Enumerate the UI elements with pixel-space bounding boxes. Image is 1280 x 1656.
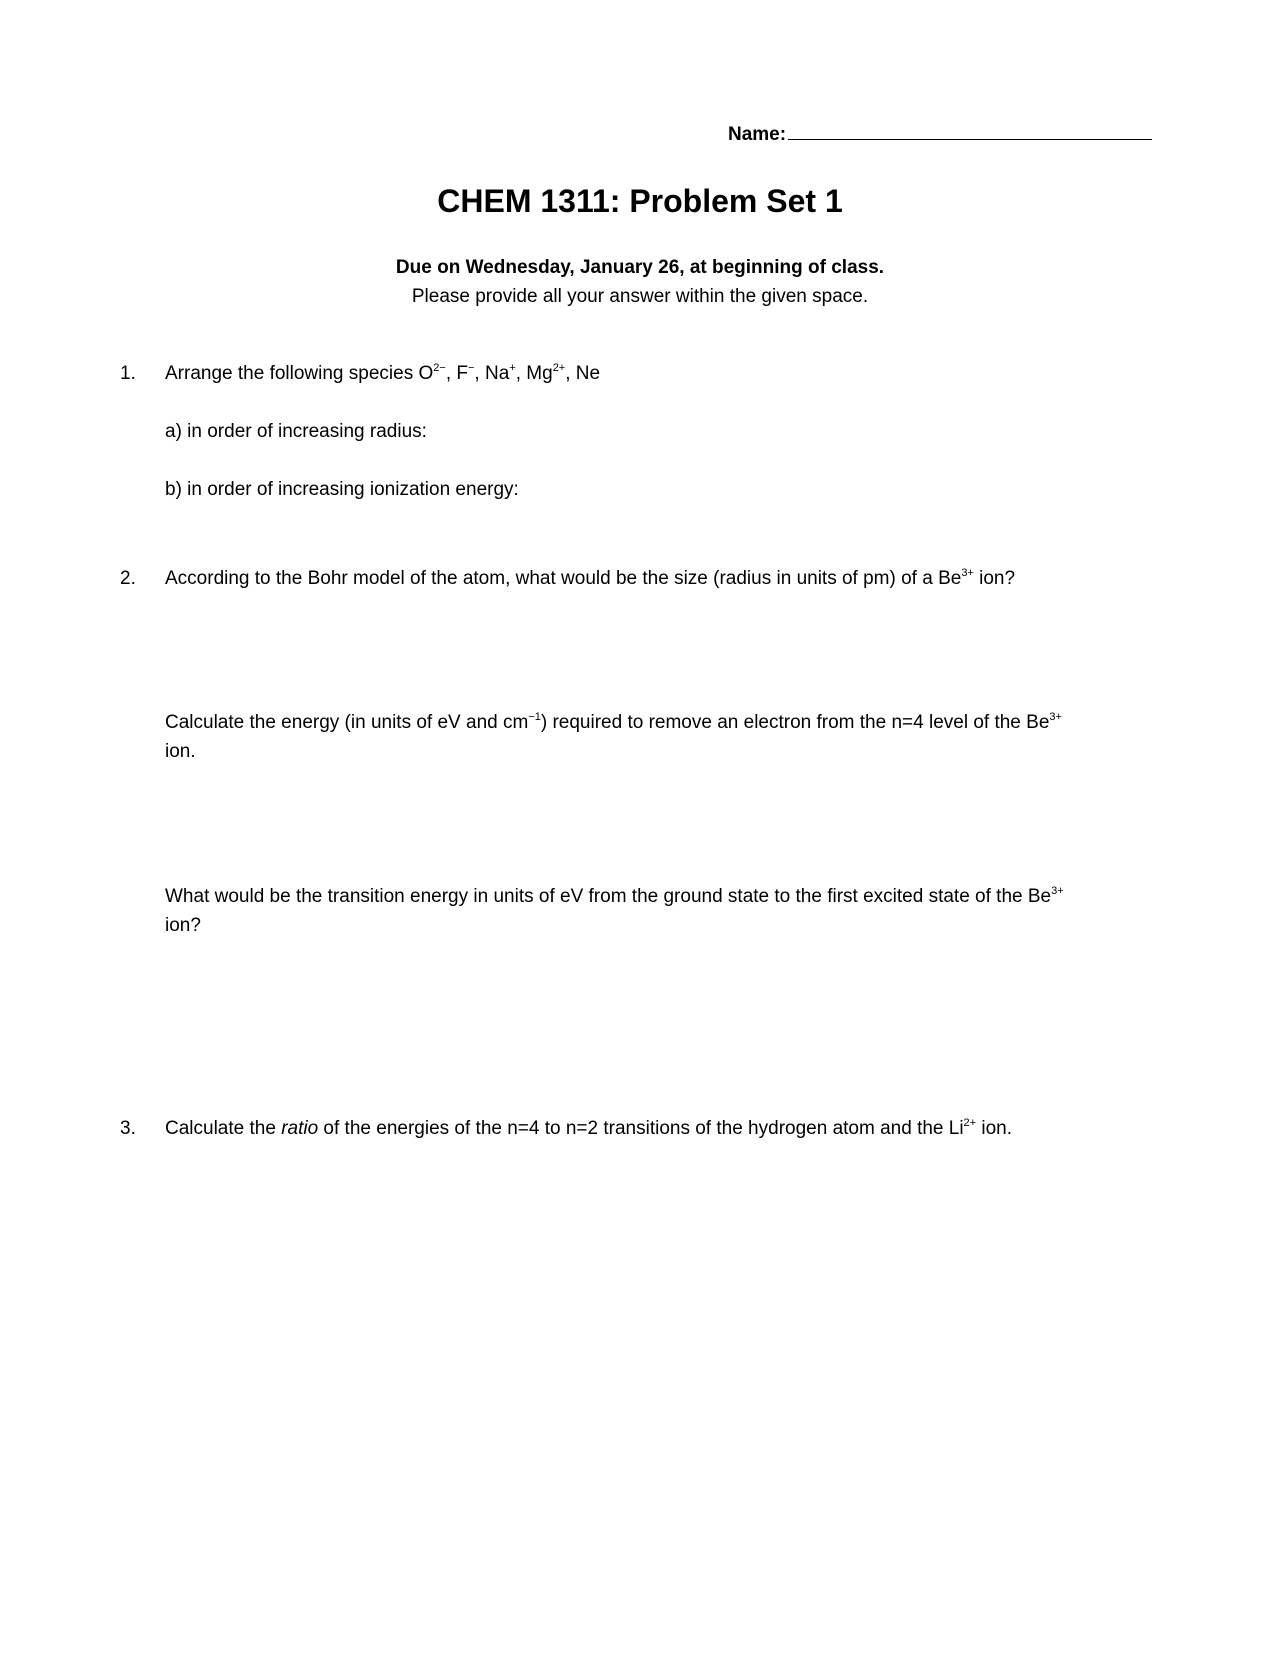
species-charge: − — [467, 362, 475, 374]
species-separator: , — [445, 363, 457, 384]
name-blank-line[interactable] — [788, 121, 1152, 140]
name-label: Name: — [728, 124, 787, 145]
species-separator: , — [515, 363, 527, 384]
species-charge: 2− — [433, 362, 446, 374]
species-charge: 2+ — [552, 362, 566, 374]
charge-superscript: 3+ — [1051, 885, 1064, 897]
question-1b: b) in order of increasing ionization energy: — [165, 479, 519, 500]
question-3-prompt-mid: of the energies of the n=4 to n=2 transitions of the hydrogen atom and the Li — [318, 1118, 964, 1139]
species-symbol: Na — [484, 363, 510, 384]
question-2-part2-line1 — [165, 712, 1062, 734]
species-charge: + — [509, 362, 516, 374]
ratio-emphasis: ratio — [281, 1118, 319, 1139]
question-1a: a) in order of increasing radius: — [165, 421, 427, 442]
question-1-text — [165, 363, 600, 385]
question-3-text — [165, 1118, 1012, 1140]
question-2-part3-prompt: What would be the transition energy in units of eV from the ground state to the first excited state of the Be — [165, 886, 1052, 907]
question-1-number: 1. — [120, 363, 136, 384]
species-symbol: O — [418, 363, 434, 384]
question-2-number: 2. — [120, 568, 136, 589]
question-3-prompt-start: Calculate the — [165, 1118, 282, 1139]
question-2-part2-prompt: Calculate the energy (in units of eV and cm — [165, 712, 529, 733]
question-1-prompt: Arrange the following species — [165, 363, 419, 384]
species-separator: , — [565, 363, 576, 384]
species-symbol: Ne — [575, 363, 601, 384]
question-3-number: 3. — [120, 1118, 136, 1139]
charge-superscript: 3+ — [1049, 711, 1062, 723]
species-list — [418, 363, 600, 384]
name-field — [728, 121, 1152, 146]
species-symbol: F — [456, 363, 468, 384]
question-2-text — [165, 568, 1015, 590]
question-2-part2-line2: ion. — [165, 741, 196, 762]
species-separator: , — [474, 363, 485, 384]
question-2-part3-line1 — [165, 886, 1064, 908]
question-3-prompt-end: ion. — [976, 1118, 1013, 1139]
instructions: Please provide all your answer within the given space. — [411, 286, 869, 307]
species-symbol: Mg — [526, 363, 553, 384]
question-2-part2-prompt-mid: ) required to remove an electron from the n=4 level of the Be — [540, 712, 1050, 733]
question-2-prompt-end: ion? — [973, 568, 1016, 589]
unit-exponent-superscript: −1 — [528, 711, 541, 723]
charge-superscript: 2+ — [963, 1117, 977, 1129]
charge-superscript: 3+ — [961, 567, 974, 579]
page-title: CHEM 1311: Problem Set 1 — [437, 183, 843, 219]
due-date: Due on Wednesday, January 26, at beginning of class. — [395, 257, 885, 278]
question-2-part3-line2: ion? — [165, 915, 201, 936]
question-2-prompt: According to the Bohr model of the atom, what would be the size (radius in units of pm) of a Be — [165, 568, 962, 589]
